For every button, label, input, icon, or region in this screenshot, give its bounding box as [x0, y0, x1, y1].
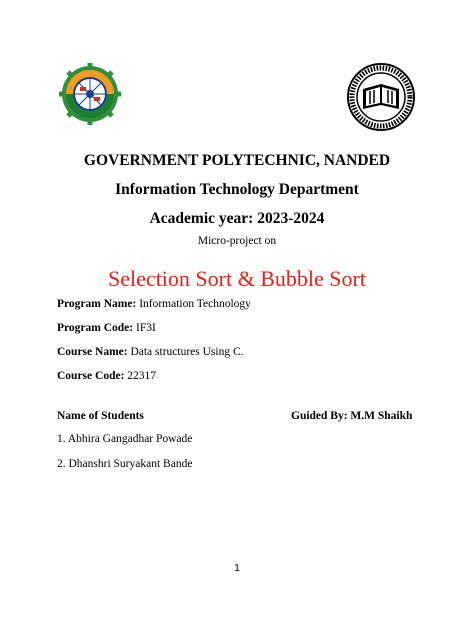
course-name-label: Course Name: [57, 346, 128, 358]
program-code-row [57, 322, 156, 334]
msbte-emblem-icon [346, 62, 416, 132]
guided-by: Guided By: M.M Shaikh [291, 410, 413, 422]
program-name-row [57, 298, 251, 310]
course-code-label: Course Code: [57, 370, 125, 382]
page-number: 1 [234, 563, 240, 574]
course-code-value: 22317 [127, 370, 157, 382]
program-name-label: Program Name: [57, 298, 137, 310]
students-heading: Name of Students [57, 410, 144, 422]
student-item: 2. Dhanshri Suryakant Bande [57, 458, 193, 470]
course-code-row [57, 370, 156, 382]
college-emblem-icon [58, 62, 122, 126]
micro-project-label: Micro-project on [197, 235, 277, 247]
course-name-value: Data structures Using C. [130, 346, 244, 358]
project-title: Selection Sort & Bubble Sort [108, 266, 366, 291]
program-name-value: Information Technology [139, 298, 251, 310]
institution-name: GOVERNMENT POLYTECHNIC, NANDED [83, 152, 391, 169]
course-name-row [57, 346, 244, 358]
student-item: 1. Abhira Gangadhar Powade [57, 433, 193, 445]
program-code-label: Program Code: [57, 322, 134, 334]
academic-year: Academic year: 2023-2024 [149, 210, 325, 227]
department-name: Information Technology Department [115, 181, 359, 198]
program-code-value: IF3I [136, 322, 156, 334]
